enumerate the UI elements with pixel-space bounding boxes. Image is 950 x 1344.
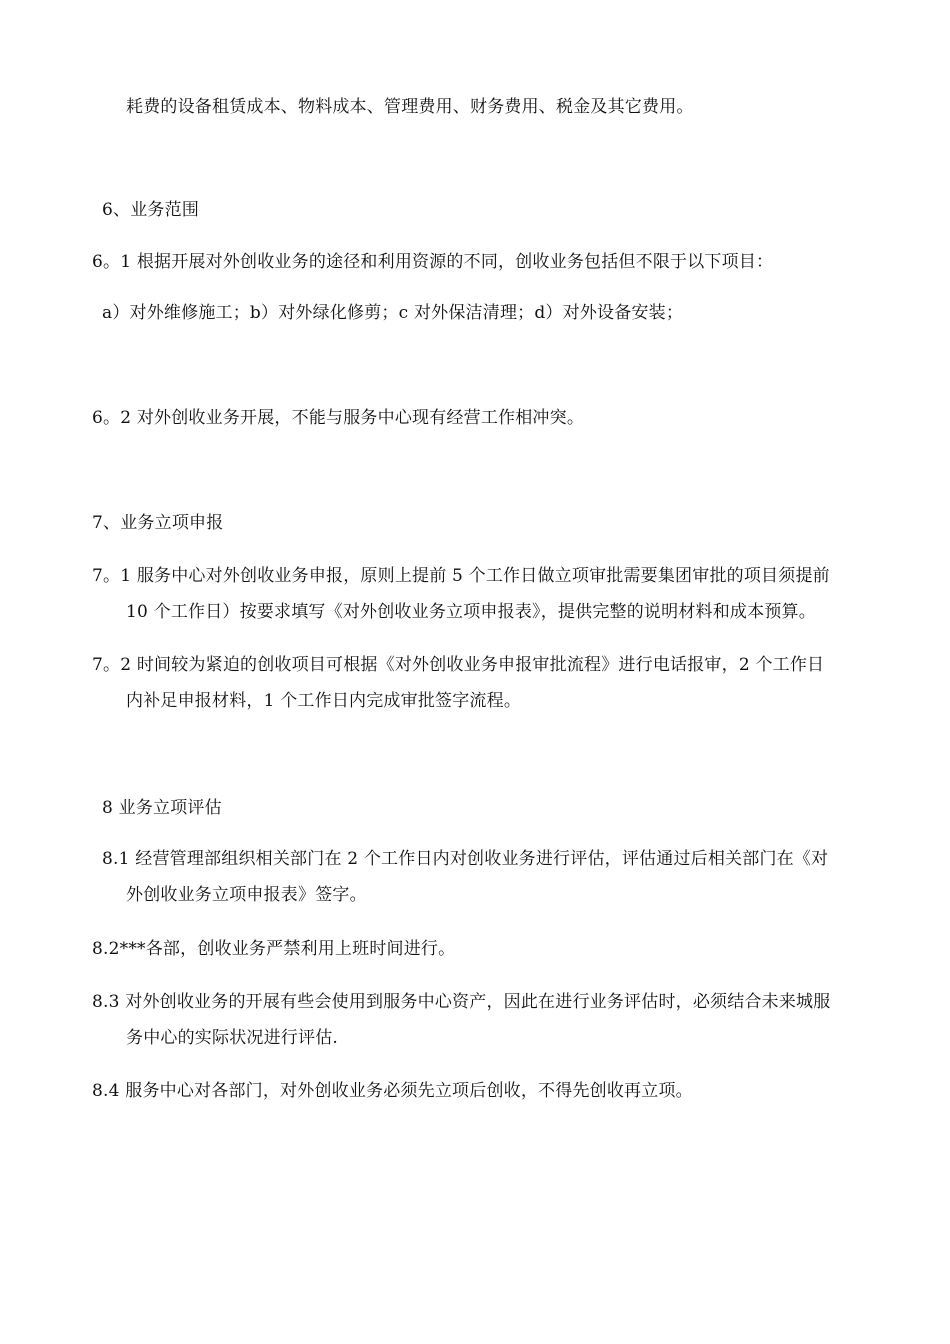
clause-8-2: 8.2***各部，创收业务严禁利用上班时间进行。 — [92, 939, 456, 959]
paragraph-continuation: 耗费的设备租赁成本、物料成本、管理费用、财务费用、税金及其它费用。 — [126, 97, 694, 117]
section-heading-7: 7、业务立项申报 — [92, 513, 224, 533]
clause-8-1-line-1: 8.1 经营管理部组织相关部门在 2 个工作日内对创收业务进行评估，评估通过后相关部门在《对 — [102, 849, 829, 869]
clause-7-1-line-1: 7。1 服务中心对外创收业务申报，原则上提前 5 个工作日做立项审批需要集团审批的项目须提前 — [92, 566, 830, 586]
clause-6-1-items: a）对外维修施工；b）对外绿化修剪；c 对外保洁清理；d）对外设备安装； — [102, 303, 684, 323]
clause-8-4: 8.4 服务中心对各部门，对外创收业务必须先立项后创收，不得先创收再立项。 — [92, 1081, 693, 1101]
clause-7-2-line-1: 7。2 时间较为紧迫的创收项目可根据《对外创收业务申报审批流程》进行电话报审，2 个工作日 — [92, 655, 825, 675]
clause-6-2: 6。2 对外创收业务开展，不能与服务中心现有经营工作相冲突。 — [92, 408, 585, 428]
clause-8-3-line-1: 8.3 对外创收业务的开展有些会使用到服务中心资产，因此在进行业务评估时，必须结合未来城服 — [92, 992, 831, 1012]
section-heading-8: 8 业务立项评估 — [102, 798, 222, 818]
clause-8-3-line-2: 务中心的实际状况进行评估. — [126, 1028, 339, 1048]
clause-8-1-line-2: 外创收业务立项申报表》签字。 — [126, 885, 367, 905]
clause-6-1: 6。1 根据开展对外创收业务的途径和利用资源的不同，创收业务包括但不限于以下项目： — [92, 252, 774, 272]
clause-7-2-line-2: 内补足申报材料，1 个工作日内完成审批签字流程。 — [126, 691, 522, 711]
section-heading-6: 6、业务范围 — [102, 200, 200, 220]
clause-7-1-line-2: 10 个工作日）按要求填写《对外创收业务立项申报表》，提供完整的说明材料和成本预算。 — [126, 602, 816, 622]
